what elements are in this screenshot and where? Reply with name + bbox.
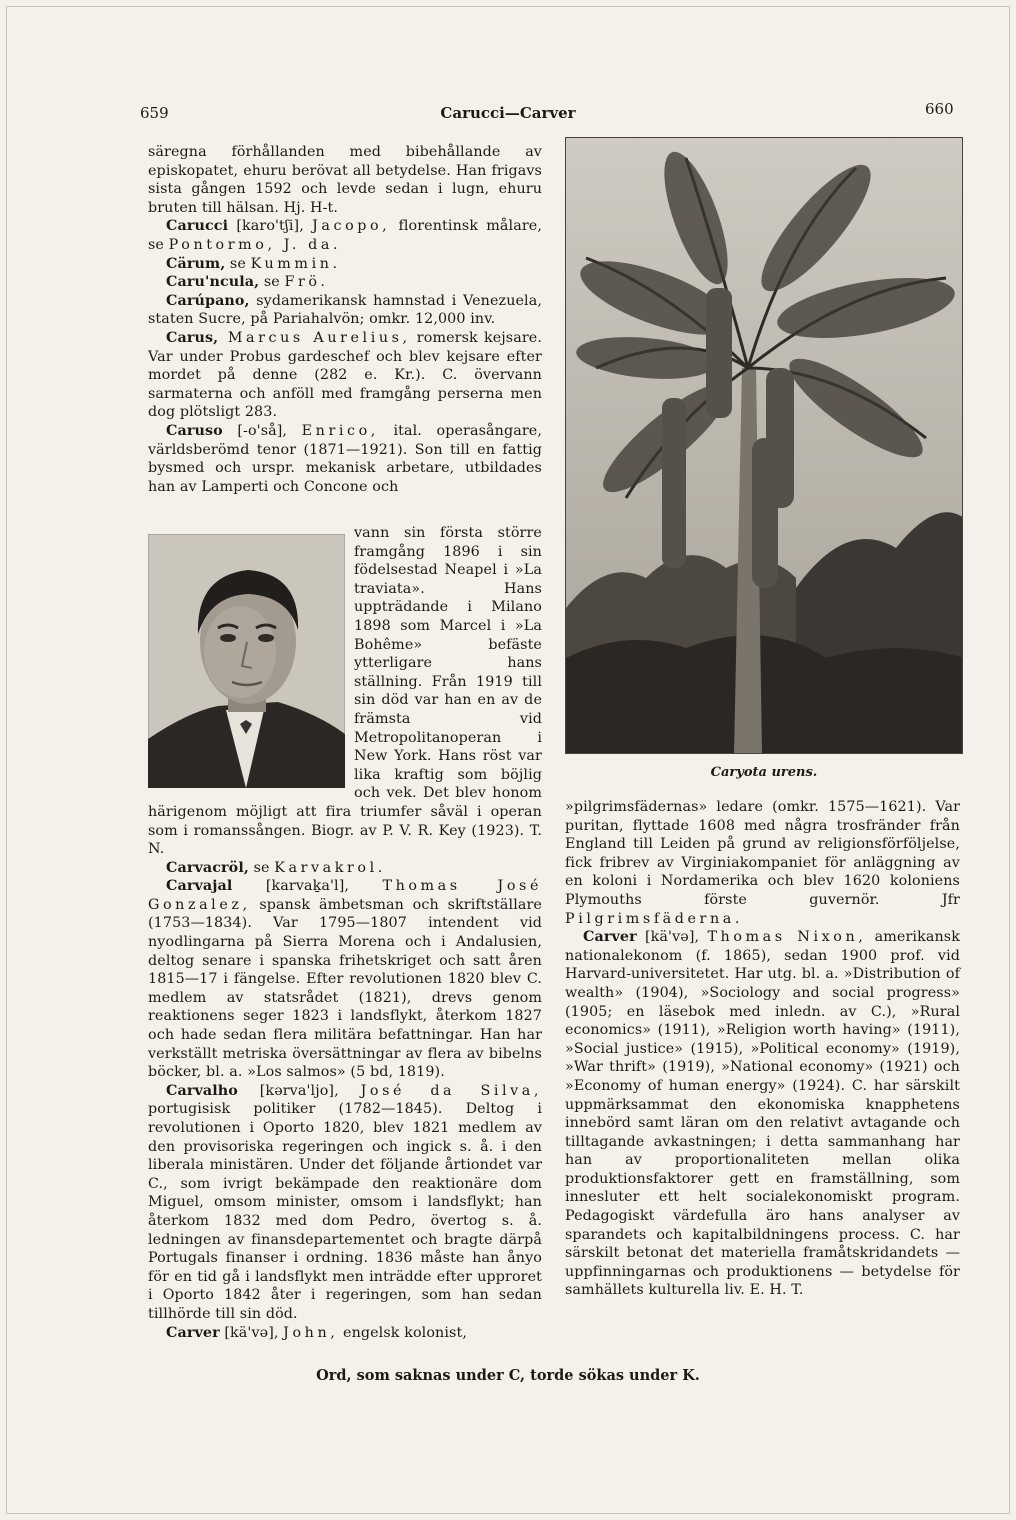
headword: Carver — [166, 1324, 220, 1341]
page-number-right: 660 — [925, 100, 954, 118]
headword: Cärum, — [166, 255, 226, 272]
person-name: Thomas José Gonzalez, — [148, 878, 542, 913]
pronunciation: [-o'så], — [222, 422, 302, 439]
entry-text: florentinsk målare, se — [148, 218, 542, 253]
entry-carvalho — [148, 1082, 542, 1324]
headword: Caruso — [166, 422, 223, 439]
entry-carucci — [148, 217, 542, 254]
pronunciation: [kä'və], — [636, 929, 708, 946]
headword: Carus, — [166, 329, 219, 346]
headword: Carvajal — [166, 878, 233, 895]
entry-text: romersk kejsare. Var under Probus gardeschef och blev kejsare efter mordet på denne (282 e. Kr.). C. övervann sarmaterna och anföll med framgång perserna men dog plötsligt 283. — [148, 329, 542, 421]
headword: Carucci — [166, 218, 229, 235]
entry-text: ital. operasångare, världsberömd tenor (1871—1921). Son till en fattig bysmed och urspr. mekanisk arbetare, utbildades han av Lamperti och Concone och — [148, 422, 542, 495]
cross-reference: Karvakrol. — [274, 859, 386, 876]
cross-reference: Pontormo, J. da. — [168, 236, 342, 253]
entry-caruso-start — [148, 422, 542, 496]
palm-illustration — [566, 138, 963, 754]
pronunciation: [kərva'ljo], — [237, 1082, 361, 1099]
entry-text: se — [225, 255, 251, 272]
figure-caption: Caryota urens. — [710, 765, 818, 780]
entry-text: portugisisk politiker (1782—1845). Deltog i revolutionen i Oporto 1820, blev 1821 medlem av den provisoriska regeringen och ingick s. å. i den liberala ministären. Under det följande årtiondet var C., som ivrigt bekämpade den reaktionäre dom Miguel, omsom minister, omsom i landsflykt; han återkom 1832 med dom Pedro, övertog s. å. ledningen av finansdepartementet och bragte därpå Portugals finanser i ordning. 1836 måste han ånyo för en tid gå i landsflykt men inträdde efter upproret i Oporto 1842 åter i regeringen, som han sedan tillhörde till sin död. — [148, 1101, 542, 1322]
caryota-photo — [565, 137, 963, 754]
entry-text: se — [259, 274, 285, 291]
footer-note: Ord, som saknas under C, torde sökas under K. — [316, 1367, 700, 1384]
entry-caruncula — [148, 273, 542, 292]
entry-text: »pilgrimsfädernas» ledare (omkr. 1575—1621). Var puritan, flyttade 1608 med några trosfränder från England till Leiden på grund av religionsförföljelse, fick fribrev av Virginiakompaniet för anläggning av en koloni i Nordamerika och blev 1620 koloniens Plymouths förste guvernör. Jfr — [565, 799, 960, 908]
person-name: Jacopo, — [312, 218, 391, 235]
headword: Carúpano, — [166, 292, 250, 309]
page-number-left: 659 — [140, 104, 169, 122]
headword: Carver — [583, 929, 637, 946]
entry-carvacrol — [148, 859, 542, 878]
portrait-frame — [148, 524, 354, 792]
entry-carus — [148, 329, 542, 422]
cross-reference: Frö. — [284, 274, 329, 291]
pronunciation: [karo'tʃi], — [228, 218, 313, 235]
entry-text: engelsk kolonist, — [338, 1324, 467, 1341]
entry-carver-thomas — [565, 928, 960, 1300]
headword: Carvacröl, — [166, 859, 249, 876]
entry-text: spansk ämbetsman och skriftställare (1753—1834). Var 1795—1807 intendent vid nyodlingarna på Sierra Morena och i Andalusien, deltog senare i spanska frihetskriget och satt åren 1815—17 i fängelse. Efter revolutionen 1820 blev C. medlem av statsrådet (1821), drevs genom reaktionens seger 1823 i landsflykt, återkom 1827 och hade sedan flera militära befattningar. Han har verkställt metriska översättningar av flera av bibelns böcker, bl. a. »Los salmos» (5 bd, 1819). — [148, 896, 542, 1081]
person-name: José da Silva, — [360, 1082, 542, 1099]
pronunciation: [kä'və], — [219, 1324, 284, 1341]
entry-carum — [148, 255, 542, 274]
entry-text: sydamerikansk hamnstad i Venezuela, staten Sucre, på Pariahalvön; omkr. 12,000 inv. — [148, 292, 542, 328]
page-header — [0, 100, 1016, 130]
entry-caruso-cont: vann sin första större framgång 1896 i sin födelsestad Neapel i »La traviata». Hans uppträdande i Milano 1898 som Marcel i »La Bohême» befäste ytterligare hans ställning. Från 1919 till sin död var han en av de främsta vid Metropolitanoperan i New York. Hans röst var lika kraftig som böjlig och vek. Det blev honom härigenom möjligt att fira triumfer såväl i operan som i romanssången. Biogr. av P. V. R. Key (1923). T. N. — [148, 525, 542, 858]
headword: Caru'ncula, — [166, 274, 260, 291]
left-column-caruso — [148, 524, 542, 1342]
person-name: Enrico, — [301, 422, 379, 439]
cross-reference: Pilgrimsfäderna. — [565, 910, 743, 927]
pronunciation: [karvaḵa'l], — [232, 878, 383, 895]
entry-carvajal — [148, 877, 542, 1082]
entry-text: se — [248, 859, 275, 876]
entry-text: amerikansk nationalekonom (f. 1865), sedan 1900 prof. vid Harvard-universitetet. Har utg. bl. a. »Distribution of wealth» (1904), »Sociology and social progress» (1905; en läsebok med inledn. av C.), »Rural economics» (1911), »Religion worth having» (1911), »Social justice» (1915), »Political economy» (1919), »War thrift» (1919), »National economy» (1921) och »Economy of human energy» (1924). C. har särskilt uppmärksammat den ekonomiska knapphetens innebörd samt läran om den relativt avtagande och tilltagande avkastningen; i detta sammanhang har han av proportionaliteten mellan olika produktionsfaktorer gett en framställning, som innesluter ett helt socialekonomiskt program. Pedagogiskt värdefulla äro hans analyser av sparandets och kapitalbildningens process. C. har särskilt betonat det materiella framåtskridandets — uppfinningarnas och produktionens — betydelse för samhällets kulturella liv. E. H. T. — [565, 929, 960, 1299]
entry-carver-john-cont — [565, 798, 960, 928]
headword: Carvalho — [166, 1082, 238, 1099]
entry-carver-john — [148, 1324, 542, 1343]
left-column-top — [148, 143, 542, 496]
running-title: Carucci—Carver — [440, 104, 576, 122]
entry-carupano — [148, 292, 542, 329]
person-name: Marcus Aurelius, — [218, 329, 411, 346]
person-name: Thomas Nixon, — [707, 929, 867, 946]
paragraph-continuation: säregna förhållanden med bibehållande av episkopatet, ehuru berövat all betydelse. Han frigavs sista gången 1592 och levde sedan i lugn, ehuru bruten till hälsan. Hj. H-t. — [148, 144, 542, 216]
person-name: John, — [283, 1324, 339, 1341]
cross-reference: Kummin. — [250, 255, 341, 272]
right-column — [565, 798, 960, 1300]
caruso-portrait — [148, 534, 345, 788]
